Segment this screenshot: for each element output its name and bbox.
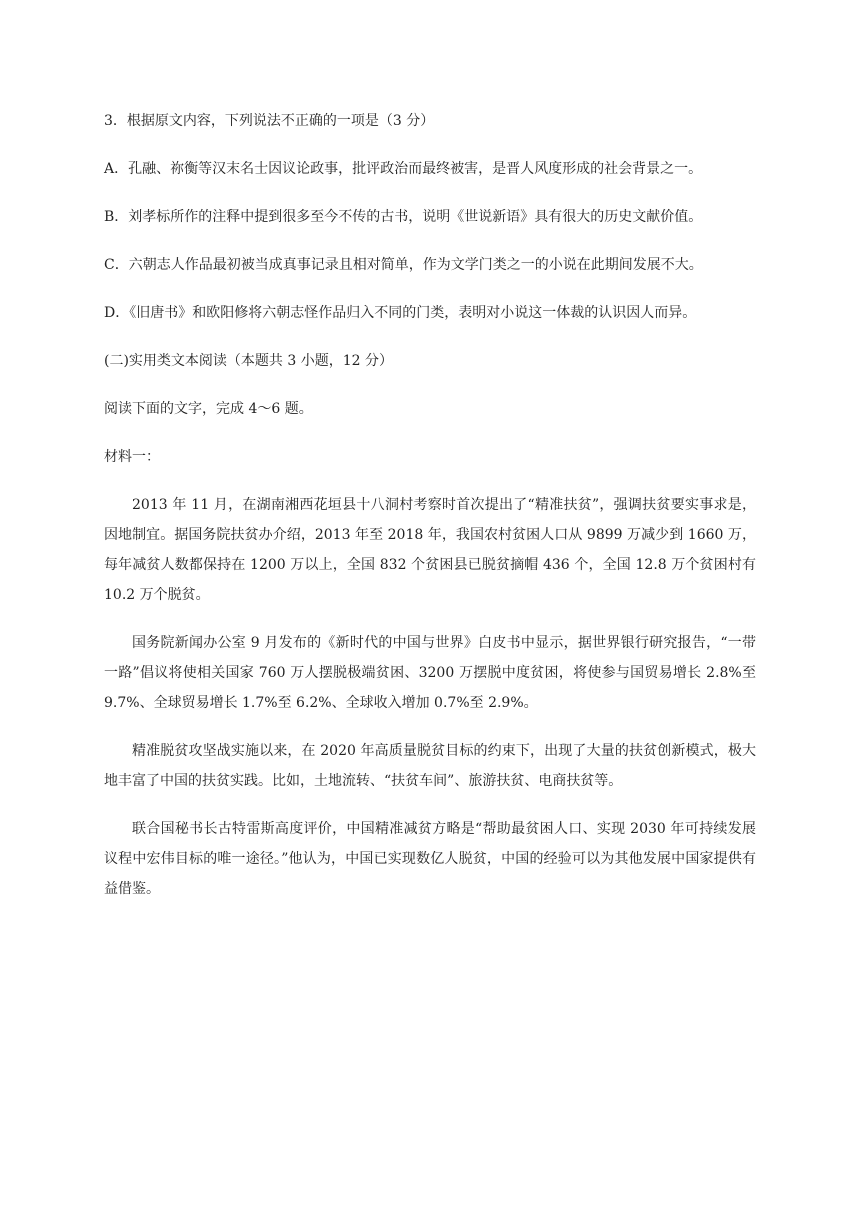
option-b: B．刘孝标所作的注释中提到很多至今不传的古书，说明《世说新语》具有很大的历史文献价值。 (104, 209, 703, 225)
material-paragraph-2: 国务院新闻办公室 9 月发布的《新时代的中国与世界》白皮书中显示，据世界银行研究报告，“一带一路”倡议将使相关国家 760 万人摆脱极端贫困、3200 万摆脱中度贫困，将使参与国贸易增长 2.8%至 9.7%、全球贸易增长 1.7%至 6.2%、全球收入增加 0.7%至 2.9%。 (104, 635, 756, 711)
option-c: C．六朝志人作品最初被当成真事记录且相对简单，作为文学门类之一的小说在此期间发展不大。 (104, 257, 703, 273)
question-3-stem: 3．根据原文内容，下列说法不正确的一项是（3 分） (104, 113, 435, 129)
document-body (104, 106, 756, 922)
material-paragraph-4: 联合国秘书长古特雷斯高度评价，中国精准减贫方略是“帮助最贫困人口、实现 2030 年可持续发展议程中宏伟目标的唯一途径。”他认为，中国已实现数亿人脱贫，中国的经验可以为其他发展中国家提供有益借鉴。 (104, 821, 756, 897)
option-a: A．孔融、祢衡等汉末名士因议论政事，批评政治而最终被害，是晋人风度形成的社会背景之一。 (104, 161, 703, 177)
option-d: D．《旧唐书》和欧阳修将六朝志怪作品归入不同的门类，表明对小说这一体裁的认识因人而异。 (104, 305, 697, 321)
material-label: 材料一： (104, 449, 160, 465)
section-heading: (二)实用类文本阅读（本题共 3 小题，12 分） (104, 353, 393, 369)
reading-instruction: 阅读下面的文字，完成 4～6 题。 (104, 401, 313, 417)
material-paragraph-3: 精准脱贫攻坚战实施以来，在 2020 年高质量脱贫目标的约束下，出现了大量的扶贫创新模式，极大地丰富了中国的扶贫实践。比如，土地流转、“扶贫车间”、旅游扶贫、电商扶贫等。 (104, 743, 756, 789)
material-paragraph-1: 2013 年 11 月，在湖南湘西花垣县十八洞村考察时首次提出了“精准扶贫”，强调扶贫要实事求是，因地制宜。据国务院扶贫办介绍，2013 年至 2018 年，我国农村贫困人口从 9899 万减少到 1660 万，每年减贫人数都保持在 1200 万以上，全国 832 个贫困县已脱贫摘帽 436 个，全国 12.8 万个贫困村有 10.2 万个脱贫。 (104, 497, 756, 603)
